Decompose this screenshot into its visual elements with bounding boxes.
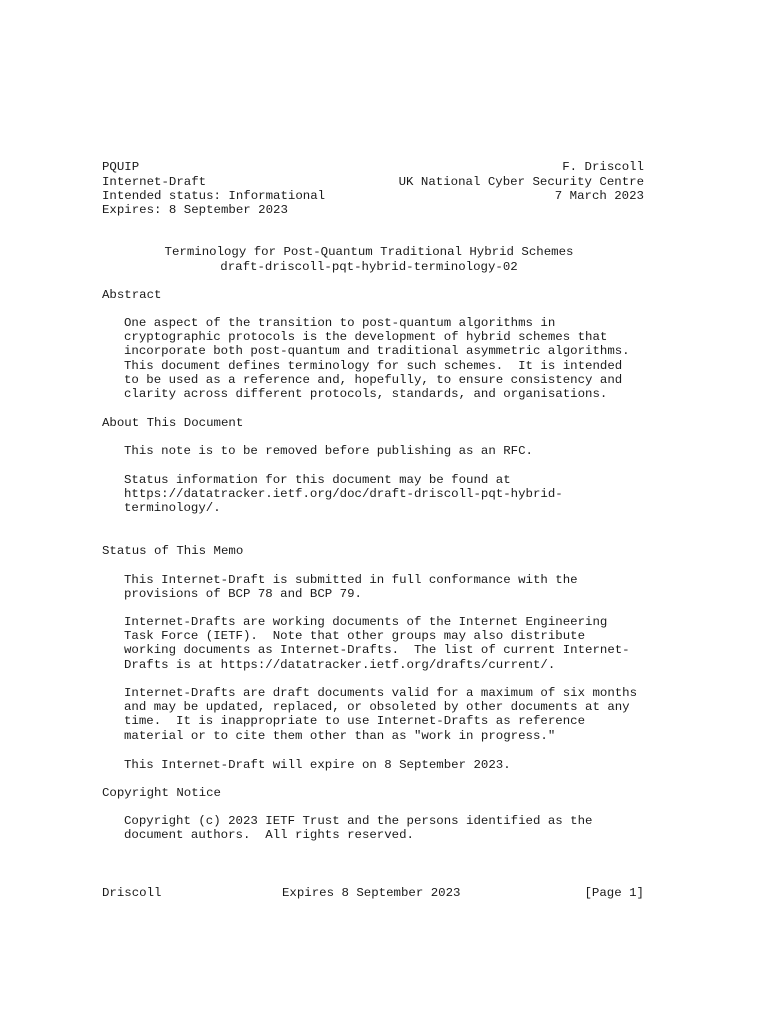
text-line: provisions of BCP 78 and BCP 79. <box>124 587 362 602</box>
header-date: 7 March 2023 <box>554 189 644 203</box>
status-paragraph <box>124 686 664 743</box>
text-line: and may be updated, replaced, or obsoleted by other documents at any <box>124 700 630 715</box>
about-paragraph <box>124 444 664 458</box>
document-title: Terminology for Post-Quantum Traditional Hybrid Schemes <box>164 245 574 259</box>
page-footer <box>102 886 644 900</box>
footer-author: Driscoll <box>102 886 162 900</box>
header-row <box>102 160 644 174</box>
header-author: F. Driscoll <box>562 160 644 174</box>
text-line: clarity across different protocols, standards, and organisations. <box>124 387 608 402</box>
text-line: Drafts is at https://datatracker.ietf.org/drafts/current/. <box>124 657 556 672</box>
text-line: This document defines terminology for such schemes. It is intended <box>124 358 623 373</box>
header-row <box>102 189 644 203</box>
footer-page-number: [Page 1] <box>584 886 644 900</box>
header-row <box>102 203 644 217</box>
status-heading: Status of This Memo <box>102 544 244 558</box>
status-paragraph <box>124 615 664 672</box>
datatracker-link[interactable]: https://datatracker.ietf.org/doc/draft-driscoll-pqt-hybrid- <box>124 487 563 502</box>
copyright-paragraph <box>124 814 664 842</box>
text-line: Status information for this document may be found at <box>124 473 511 487</box>
text-line: cryptographic protocols is the development of hybrid schemes that <box>124 330 608 345</box>
text-line: Copyright (c) 2023 IETF Trust and the persons identified as the <box>124 814 593 828</box>
text-line: This Internet-Draft is submitted in full conformance with the <box>124 573 578 587</box>
header-organization: UK National Cyber Security Centre <box>398 175 644 189</box>
text-line: incorporate both post-quantum and traditional asymmetric algorithms. <box>124 344 630 359</box>
about-heading: About This Document <box>102 416 244 430</box>
status-paragraph <box>124 573 664 601</box>
text-line: document authors. All rights reserved. <box>124 828 414 843</box>
text-line: This note is to be removed before publishing as an RFC. <box>124 444 533 458</box>
text-line: time. It is inappropriate to use Internet-Drafts as reference <box>124 714 586 729</box>
text-line: working documents as Internet-Drafts. The list of current Internet- <box>124 643 630 658</box>
header-working-group: PQUIP <box>102 160 140 174</box>
header-row <box>102 175 644 189</box>
text-line: One aspect of the transition to post-quantum algorithms in <box>124 316 556 330</box>
text-line: material or to cite them other than as "work in progress." <box>124 728 556 743</box>
text-line: Task Force (IETF). Note that other groups may also distribute <box>124 629 586 644</box>
text-line: Internet-Drafts are working documents of the Internet Engineering <box>124 615 608 629</box>
header-intended-status: Intended status: Informational <box>102 189 326 203</box>
copyright-heading: Copyright Notice <box>102 786 221 800</box>
text-line: to be used as a reference and, hopefully, to ensure consistency and <box>124 372 623 387</box>
status-paragraph <box>124 758 664 772</box>
text-line: Internet-Drafts are draft documents valid for a maximum of six months <box>124 686 638 700</box>
header-doc-type: Internet-Draft <box>102 175 207 189</box>
abstract-heading: Abstract <box>102 288 162 302</box>
text-line: This Internet-Draft will expire on 8 September 2023. <box>124 758 511 772</box>
header-expires: Expires: 8 September 2023 <box>102 203 288 217</box>
document-name: draft-driscoll-pqt-hybrid-terminology-02 <box>220 260 518 274</box>
abstract-paragraph <box>124 316 664 401</box>
datatracker-link[interactable]: terminology/. <box>124 501 221 516</box>
footer-expires: Expires 8 September 2023 <box>282 886 461 900</box>
about-status-paragraph <box>124 473 664 516</box>
